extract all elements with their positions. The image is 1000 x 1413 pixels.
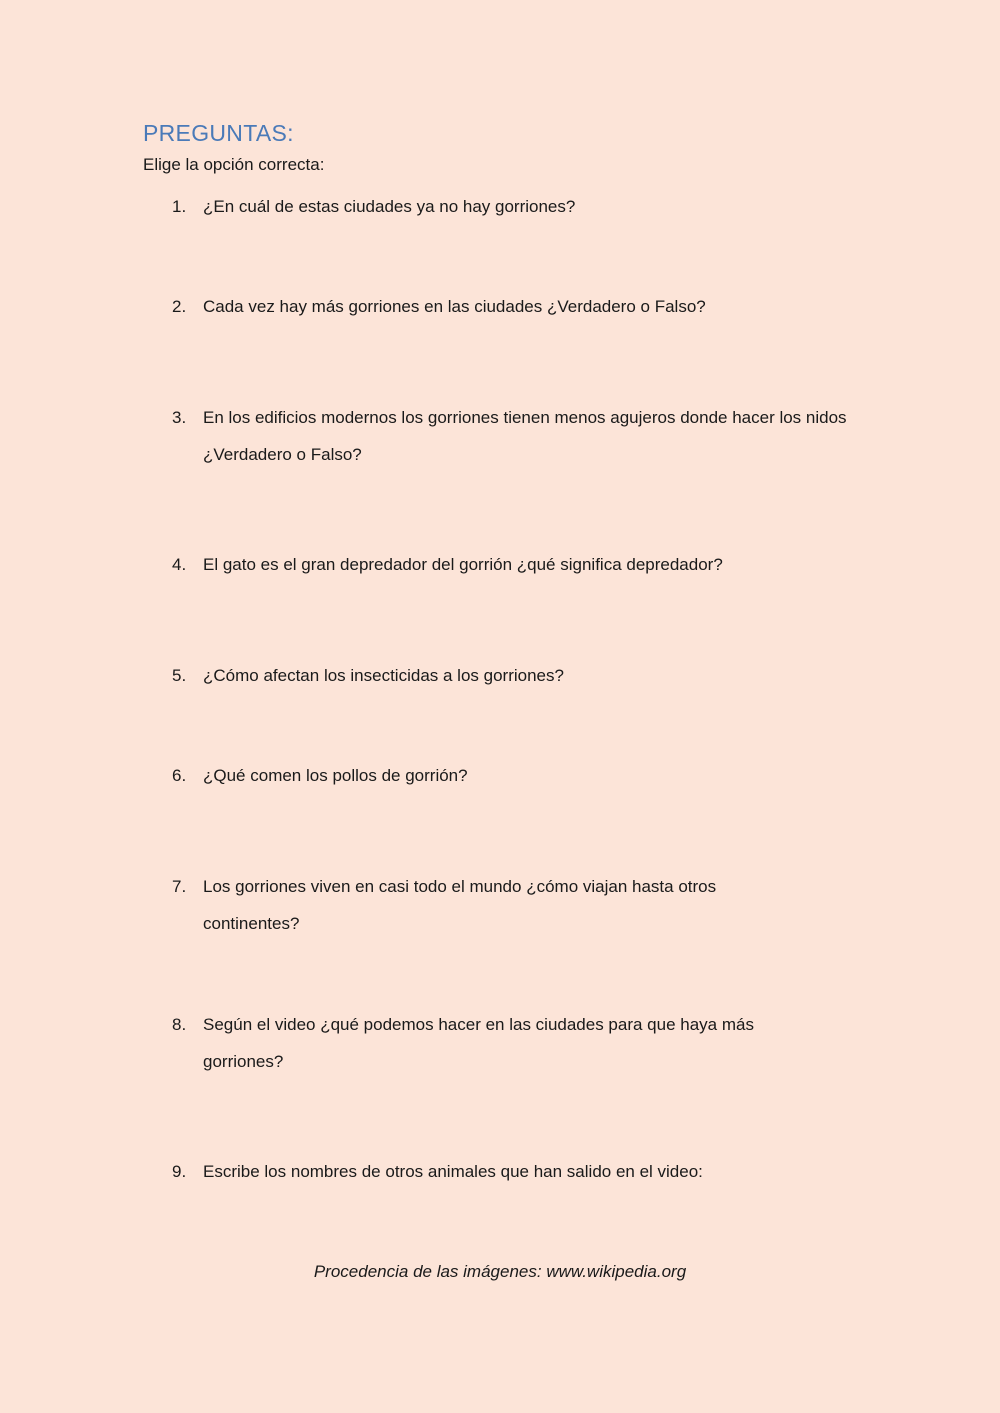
question-number: 3.	[172, 408, 187, 427]
question-item	[172, 657, 862, 694]
question-number: 5.	[172, 666, 187, 685]
question-text: En los edificios modernos los gorriones tienen menos agujeros donde hacer los nidos ¿Verdadero o Falso?	[203, 408, 847, 464]
instruction-text: Elige la opción correcta:	[143, 155, 325, 174]
question-number: 9.	[172, 1162, 187, 1181]
question-number: 1.	[172, 197, 187, 216]
question-item	[172, 288, 862, 325]
question-number: 7.	[172, 877, 187, 896]
page-title: PREGUNTAS:	[143, 120, 294, 146]
question-text: ¿En cuál de estas ciudades ya no hay gorriones?	[203, 197, 576, 216]
question-item	[172, 868, 792, 942]
question-text: ¿Cómo afectan los insecticidas a los gorriones?	[203, 666, 564, 685]
question-text: Escribe los nombres de otros animales que han salido en el video:	[203, 1162, 703, 1181]
question-number: 8.	[172, 1015, 187, 1034]
question-item	[172, 188, 862, 225]
question-number: 2.	[172, 297, 187, 316]
question-item	[172, 546, 862, 583]
question-text: Cada vez hay más gorriones en las ciudades ¿Verdadero o Falso?	[203, 297, 706, 316]
image-credit: Procedencia de las imágenes: www.wikipedia.org	[313, 1262, 687, 1281]
question-number: 4.	[172, 555, 187, 574]
question-text: ¿Qué comen los pollos de gorrión?	[203, 766, 468, 785]
question-number: 6.	[172, 766, 187, 785]
question-text: El gato es el gran depredador del gorrión ¿qué significa depredador?	[203, 555, 723, 574]
question-item	[172, 399, 862, 473]
question-item	[172, 757, 862, 794]
question-item	[172, 1153, 862, 1190]
question-text: Según el video ¿qué podemos hacer en las ciudades para que haya más gorriones?	[203, 1015, 754, 1071]
question-text: Los gorriones viven en casi todo el mundo ¿cómo viajan hasta otros continentes?	[203, 877, 717, 933]
question-item	[172, 1006, 822, 1080]
